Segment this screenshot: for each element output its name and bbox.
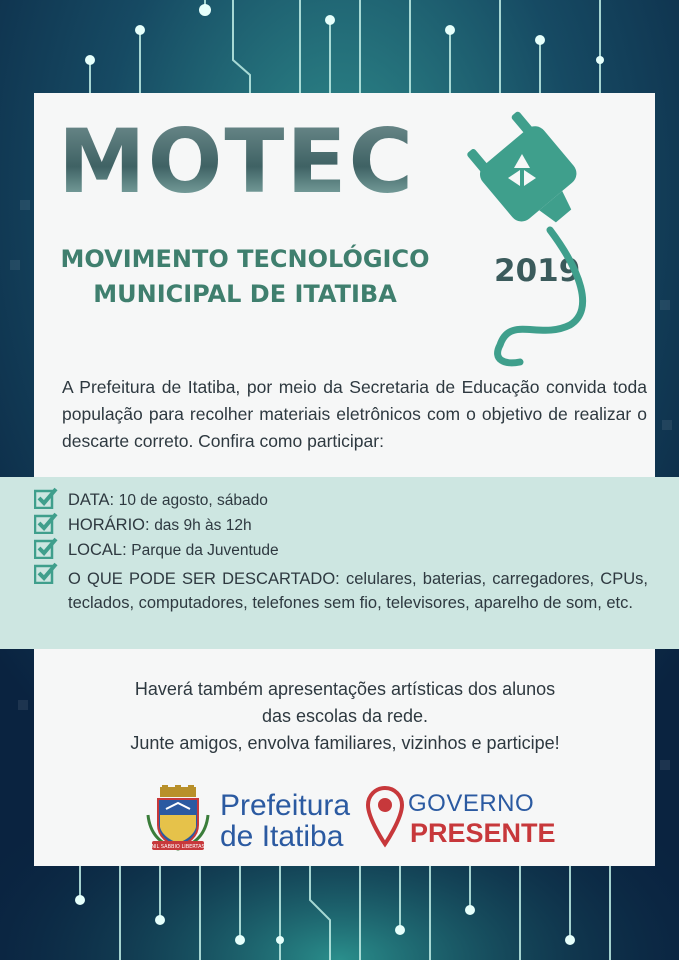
detail-date: DATA: 10 de agosto, sábado [68, 491, 268, 509]
plug-recycle-icon [430, 100, 640, 370]
intro-paragraph: A Prefeitura de Itatiba, por meio da Secretaria de Educação convida toda população para recolher materiais eletrônicos com o objetivo de realizar o descarte correto. Confira como participar: [62, 377, 647, 451]
governo-text: GOVERNO [408, 790, 535, 817]
crest-icon [146, 785, 210, 855]
closing-line-3: Junte amigos, envolva familiares, vizinhos e participe! [130, 733, 560, 753]
check-icon [34, 537, 58, 559]
event-year: 2019 [494, 253, 581, 289]
closing-text [60, 676, 630, 757]
check-icon [34, 562, 58, 584]
event-title: MOTEC [58, 110, 416, 213]
crest-motto: NIL SABBIO LIBERTAS [151, 844, 205, 850]
map-pin-icon [366, 786, 404, 848]
detail-location: LOCAL: Parque da Juventude [68, 541, 279, 559]
closing-line-1: Haverá também apresentações artísticas dos alunos [134, 679, 556, 699]
detail-items: O QUE PODE SER DESCARTADO: celulares, baterias, carregadores, CPUs, teclados, computadores, telefones sem fio, televisores, aparelho de som, etc. [68, 570, 648, 612]
check-icon [34, 512, 58, 534]
subtitle-line-2: MUNICIPAL DE ITATIBA [93, 280, 397, 308]
presente-text: PRESENTE [410, 818, 556, 848]
logo-line-2: de Itatiba [220, 820, 344, 853]
detail-time: HORÁRIO: das 9h às 12h [68, 516, 252, 534]
logo-line-1: Prefeitura [220, 789, 351, 822]
closing-line-2: das escolas da rede. [261, 706, 429, 726]
check-icon [34, 487, 58, 509]
prefeitura-logo-text [220, 790, 350, 852]
subtitle-line-1: MOVIMENTO TECNOLÓGICO [60, 245, 430, 273]
